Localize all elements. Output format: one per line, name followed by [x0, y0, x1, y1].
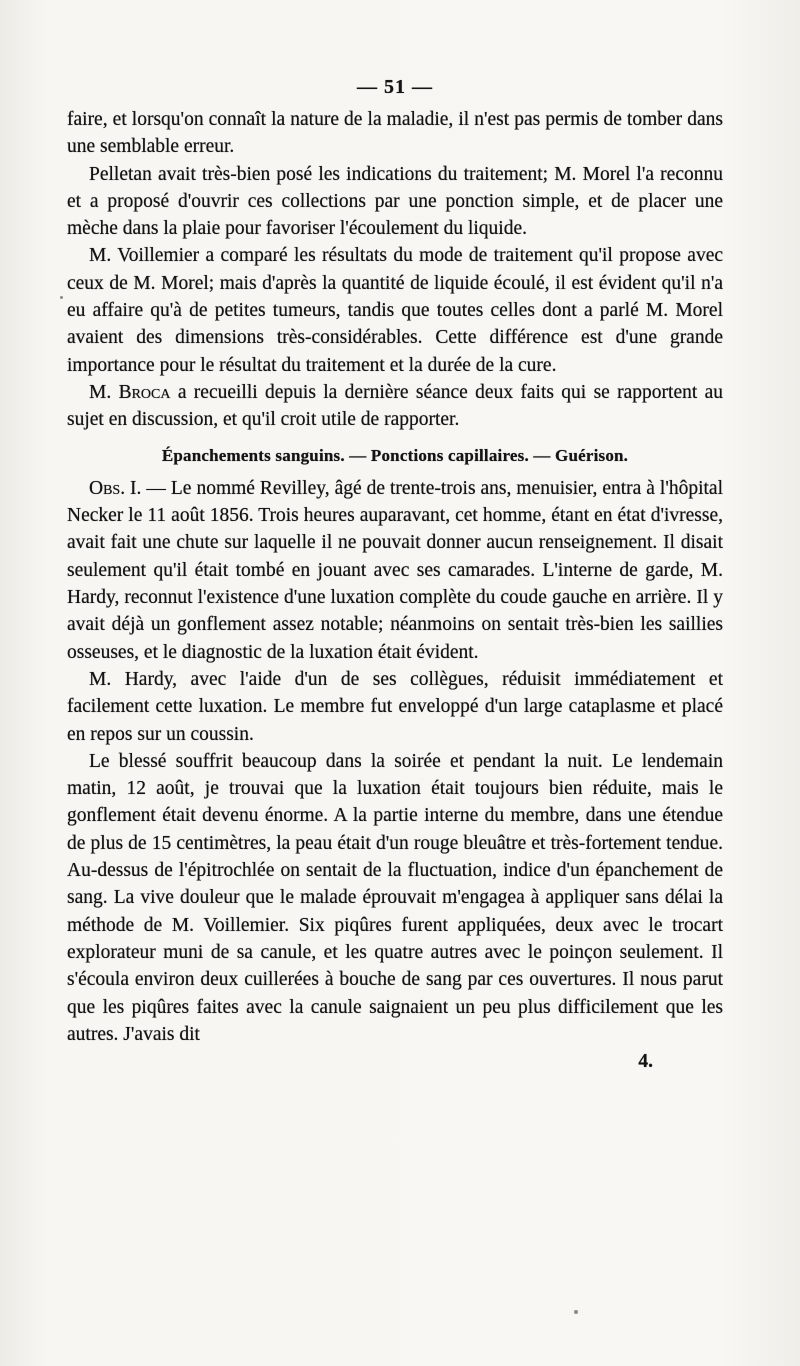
section-heading: Épanchements sanguins. — Ponctions capillaires. — Guérison. — [161, 445, 629, 465]
paragraph-1: faire, et lorsqu'on connaît la nature de la maladie, il n'est pas permis de tomber dans une semblable erreur. — [67, 109, 723, 158]
paragraph-2: Pelletan avait très-bien posé les indications du traitement; M. Morel l'a reconnu et a proposé d'ouvrir ces collections par une ponction simple, et de placer une mèche dans la plaie pour favoriser l'écoulement du liquide. — [67, 163, 723, 240]
observation-text: — Le nommé Revilley, âgé de trente-trois ans, menuisier, entra à l'hôpital Necker le 11 août 1856. Trois heures auparavant, cet homme, étant en état d'ivresse, avait fait une chute sur laquelle il ne pouvait donner aucun renseignement. Il disait seulement qu'il était tombé en jouant avec ses camarades. L'interne de garde, M. Hardy, reconnut l'existence d'une luxation complète du coude gauche en arrière. Il y avait déjà un gonflement assez notable; néanmoins on sentait très-bien les saillies osseuses, et le diagnostic de la luxation était évident. — [67, 477, 724, 663]
name-broca: Broca — [118, 381, 171, 403]
page-text — [67, 72, 723, 1075]
signature-mark: 4. — [638, 1051, 653, 1073]
paragraph-3: M. Voillemier a comparé les résultats du mode de traitement qu'il propose avec ceux de M. Morel; mais d'après la quantité de liquide écoulé, il est évident qu'il n'a eu affaire qu'à de petites tumeurs, tandis que toutes celles dont a parlé M. Morel avaient des dimensions très-considérables. Cette différence est d'une grande importance pour le résultat du traitement et la durée de la cure. — [67, 245, 723, 376]
paragraph-4-prefix: M. — [89, 381, 112, 403]
ink-speck — [574, 1310, 578, 1314]
paragraph-6: M. Hardy, avec l'aide d'un de ses collègues, réduisit immédiatement et facilement cette luxation. Le membre fut enveloppé d'un large cataplasme et placé en repos sur un coussin. — [67, 668, 723, 745]
observation-label: Obs. I. — [89, 477, 142, 499]
paragraph-4-text: a recueilli depuis la dernière séance deux faits qui se rapportent au sujet en discussion, et qu'il croit utile de rapporter. — [67, 381, 724, 431]
paragraph-4 — [67, 379, 723, 434]
observation-1 — [67, 475, 723, 666]
ink-speck — [60, 296, 63, 299]
page-number: — 51 — — [357, 76, 433, 98]
paragraph-7: Le blessé souffrit beaucoup dans la soirée et pendant la nuit. Le lendemain matin, 12 août, je trouvai que la luxation était toujours bien réduite, mais le gonflement était devenu énorme. A la partie interne du membre, dans une étendue de plus de 15 centimètres, la peau était d'un rouge bleuâtre et très-fortement tendue. Au-dessus de l'épitrochlée on sentait de la fluctuation, indice d'un épanchement de sang. La vive douleur que le malade éprouvait m'engagea à appliquer sans délai la méthode de M. Voillemier. Six piqûres furent appliquées, deux avec le trocart explorateur muni de sa canule, et les quatre autres avec le poinçon seulement. Il s'écoula environ deux cuillerées à bouche de sang par ces ouvertures. Il nous parut que les piqûres faites avec la canule saignaient un peu plus difficilement que les autres. J'avais dit — [67, 750, 723, 1045]
